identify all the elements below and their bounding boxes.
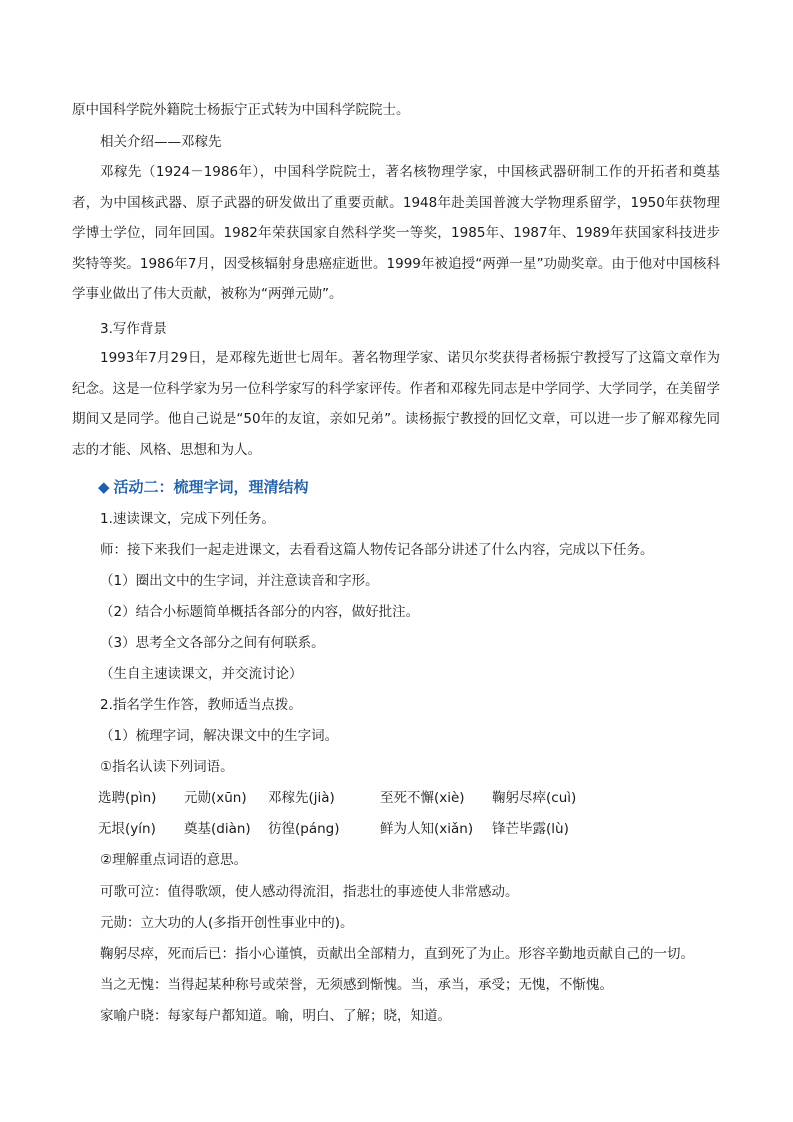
task-item-3: （3）思考全文各部分之间有何联系。 (100, 635, 325, 651)
task-item-2: （2）结合小标题简单概括各部分的内容，做好批注。 (100, 604, 420, 620)
task-item-1: （1）圈出文中的生字词，并注意读音和字形。 (100, 573, 379, 589)
teacher-line: 师：接下来我们一起走进课文，去看看这篇人物传记各部分讲述了什么内容，完成以下任务。 (100, 542, 654, 558)
vocab-word: 锋芒毕露(lù) (492, 821, 569, 837)
vocab-instruction: ①指名认读下列词语。 (100, 759, 234, 775)
task-line: 1.速读课文，完成下列任务。 (100, 511, 275, 527)
vocab-word: 彷徨(páng) (268, 821, 340, 837)
task-line-2: 2.指名学生作答，教师适当点拨。 (100, 697, 302, 713)
vocab-row (98, 788, 718, 808)
activity-heading-text: 活动二：梳理字词，理清结构 (113, 478, 309, 496)
vocab-word: 选聘(pìn) (98, 790, 157, 806)
section-label-writing-background: 3.写作背景 (100, 321, 167, 337)
definition-line: 当之无愧：当得起某种称号或荣誉，无须感到惭愧。当，承当，承受；无愧，不惭愧。 (100, 977, 613, 993)
vocab-row (98, 819, 718, 839)
vocab-word: 邓稼先(jià) (268, 790, 335, 806)
definition-line: 可歌可泣：值得歌颂，使人感动得流泪，指悲壮的事迹使人非常感动。 (100, 884, 519, 900)
definition-line: 鞠躬尽瘁，死而后已：指小心谨慎，贡献出全部精力，直到死了为止。形容辛勤地贡献自己的一切。 (100, 946, 694, 962)
paragraph-deng-jiaxian-bio: 邓稼先（1924－1986年），中国科学院院士，著名核物理学家，中国核武器研制工作的开拓者和奠基者，为中国核武器、原子武器的研发做出了重要贡献。1948年赴美国普渡大学物理系留学，1950年获物理学博士学位，同年回国。1982年荣获国家自然科学奖一等奖，1985年、1987年、1989年获国家科技进步奖特等奖。1986年7月，因受核辐射身患癌症逝世。1999年被追授“两弹一星”功勋奖章。由于他对中国核科学事业做出了伟大贡献，被称为“两弹元勋”。 (72, 164, 720, 302)
vocab-word: 鞠躬尽瘁(cuì) (492, 790, 577, 806)
activity-heading (98, 477, 309, 497)
definition-line: 家喻户晓：每家每户都知道。喻，明白、了解；晓，知道。 (100, 1008, 451, 1024)
diamond-bullet-icon: ◆ (98, 478, 110, 496)
paragraph-writing-background: 1993年7月29日，是邓稼先逝世七周年。著名物理学家、诺贝尔奖获得者杨振宁教授写了这篇文章作为纪念。这是一位科学家为另一位科学家写的科学家评传。作者和邓稼先同志是中学同学、大学同学，在美留学期间又是同学。他自己说是“50年的友谊，亲如兄弟”。读杨振宁教授的回忆文章，可以进一步了解邓稼先同志的才能、风格、思想和为人。 (72, 350, 720, 458)
section-label-related-intro: 相关介绍——邓稼先 (100, 134, 222, 150)
vocab-word: 鲜为人知(xiǎn) (380, 821, 474, 837)
definition-line: 元勋：立大功的人(多指开创性事业中的)。 (100, 915, 354, 931)
vocab-word: 元勋(xūn) (184, 790, 247, 806)
subtask-vocab: （1）梳理字词，解决课文中的生字词。 (100, 728, 339, 744)
vocab-word: 无垠(yín) (98, 821, 156, 837)
text-line: 原中国科学院外籍院士杨振宁正式转为中国科学院院士。 (72, 102, 410, 118)
vocab-meaning-instruction: ②理解重点词语的意思。 (100, 852, 248, 868)
vocab-word: 至死不懈(xiè) (380, 790, 465, 806)
student-note: （生自主速读课文，并交流讨论） (100, 666, 303, 682)
vocab-word: 奠基(diàn) (184, 821, 251, 837)
